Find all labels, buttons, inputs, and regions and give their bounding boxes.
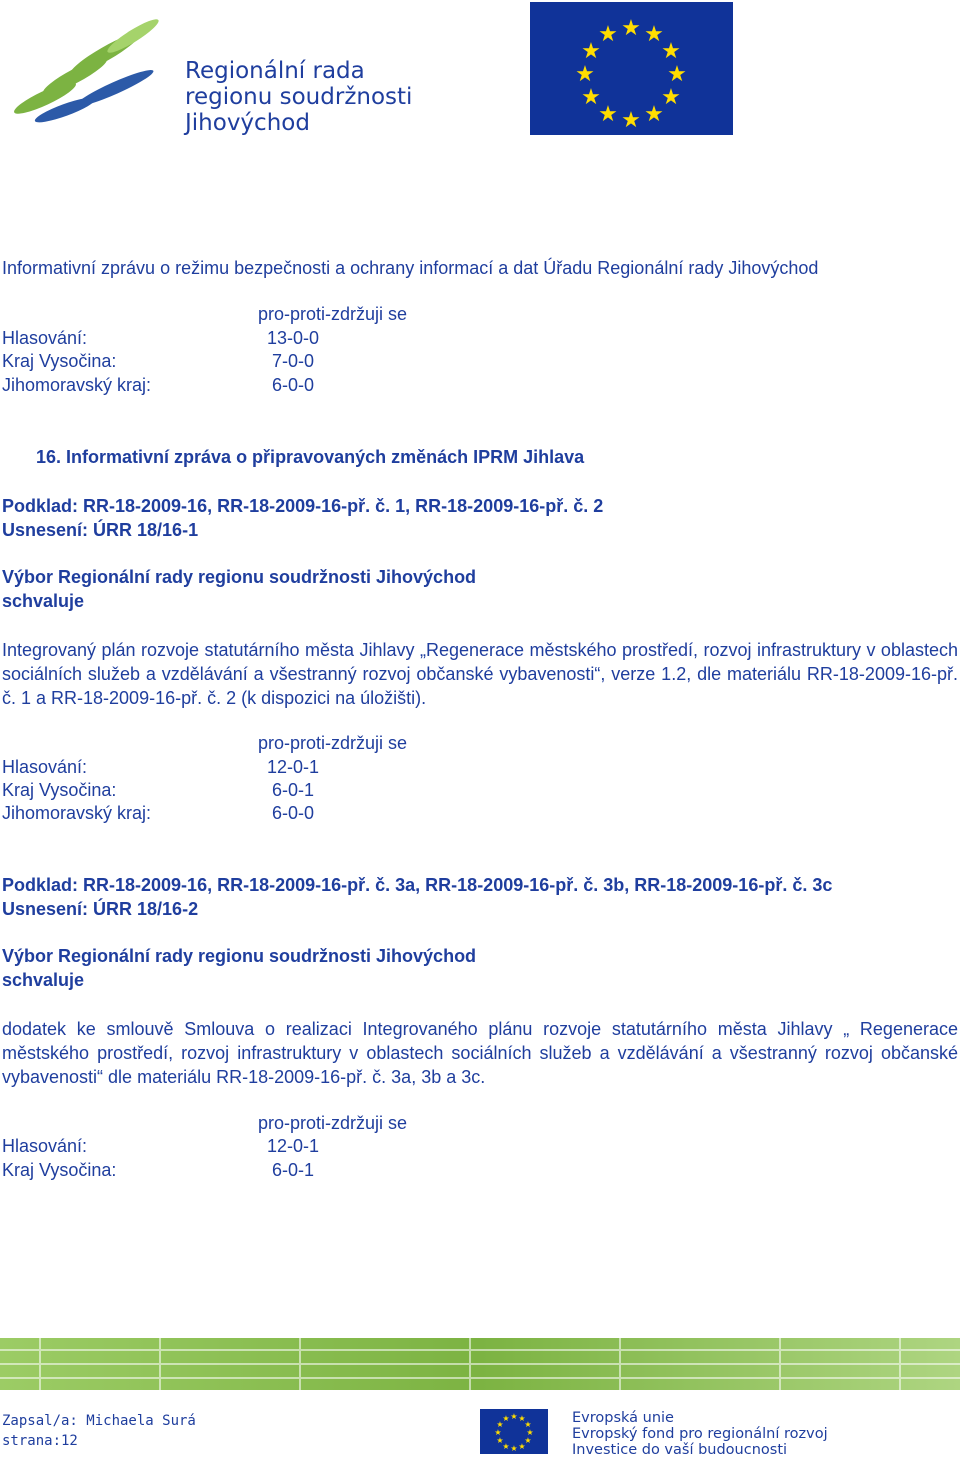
svg-text:★: ★: [598, 22, 618, 47]
vote-label: Hlasování:: [2, 328, 88, 348]
vote-value: 7-0-0: [272, 351, 315, 371]
vote-value: 6-0-1: [272, 1160, 315, 1180]
svg-text:★: ★: [502, 1442, 510, 1451]
vote-label: Jihomoravský kraj:: [2, 375, 152, 395]
podklad-2: Podklad: RR-18-2009-16, RR-18-2009-16-př. č. 3a, RR-18-2009-16-př. č. 3b, RR-18-2009-16-př. č. 3c: [2, 875, 833, 895]
committee-1: Výbor Regionální rady regionu soudržnosti Jihovýchod: [2, 567, 477, 587]
usneseni-2: Usnesení: ÚRR 18/16-2: [2, 899, 199, 919]
resolution-text-1: Integrovaný plán rozvoje statutárního města Jihlavy „Regenerace městského prostředí, rozvoj infrastruktury v oblastech sociálních služeb a vzdělávání a všestranný rozvoj občanské vybavenosti“, verze 1.2, dle materiálu RR-18-2009-16-př. č. 1 a RR-18-2009-16-př. č. 2 (k dispozici na úložišti).: [2, 640, 958, 708]
svg-text:★: ★: [621, 108, 641, 133]
svg-text:★: ★: [644, 22, 664, 47]
svg-text:★: ★: [518, 1442, 526, 1451]
svg-text:★: ★: [598, 102, 618, 127]
svg-text:★: ★: [496, 1436, 504, 1445]
footer-recorder: [2, 1411, 196, 1451]
page-number: strana:12: [2, 1433, 78, 1449]
vote-header: pro-proti-zdržuji se: [258, 304, 408, 324]
eu-flag-small-icon: [480, 1409, 548, 1454]
regional-council-logo: [0, 0, 420, 148]
recorder-name: Zapsal/a: Michaela Surá: [2, 1413, 196, 1429]
section-title: 16. Informativní zpráva o připravovaných změnách IPRM Jihlava: [36, 447, 585, 467]
eu-line-3: Investice do vaší budoucnosti: [572, 1442, 788, 1458]
committee-2: Výbor Regionální rady regionu soudržnosti Jihovýchod: [2, 946, 477, 966]
vote-value: 13-0-0: [267, 328, 320, 348]
eu-line-1: Evropská unie: [572, 1410, 674, 1426]
vote-value: 12-0-1: [267, 1136, 320, 1156]
svg-text:★: ★: [524, 1420, 532, 1429]
vote-header: pro-proti-zdržuji se: [258, 733, 408, 753]
logo-line-2: regionu soudržnosti: [185, 84, 413, 110]
svg-text:★: ★: [667, 62, 687, 87]
vote-value: 6-0-0: [272, 803, 315, 823]
svg-text:★: ★: [581, 85, 601, 110]
eu-line-2: Evropský fond pro regionální rozvoj: [572, 1426, 828, 1442]
svg-text:★: ★: [496, 1420, 504, 1429]
podklad-1: Podklad: RR-18-2009-16, RR-18-2009-16-př. č. 1, RR-18-2009-16-př. č. 2: [2, 496, 604, 516]
svg-text:★: ★: [502, 1414, 510, 1423]
vote-label: Kraj Vysočina:: [2, 1160, 117, 1180]
svg-text:★: ★: [644, 102, 664, 127]
logo-line-1: Regionální rada: [185, 58, 365, 84]
vote-label: Kraj Vysočina:: [2, 780, 117, 800]
svg-text:★: ★: [524, 1436, 532, 1445]
svg-text:★: ★: [581, 39, 601, 64]
vote-value: 6-0-1: [272, 780, 315, 800]
vote-header: pro-proti-zdržuji se: [258, 1113, 408, 1133]
footer-decorative-bar: [0, 1338, 960, 1390]
svg-text:★: ★: [526, 1428, 534, 1437]
vote-label: Hlasování:: [2, 757, 88, 777]
eu-fund-text: [572, 1410, 828, 1458]
svg-text:★: ★: [518, 1414, 526, 1423]
vote-label: Kraj Vysočina:: [2, 351, 117, 371]
usneseni-1: Usnesení: ÚRR 18/16-1: [2, 520, 199, 540]
logo-line-3: Jihovýchod: [185, 110, 310, 136]
svg-text:★: ★: [661, 85, 681, 110]
vote-label: Jihomoravský kraj:: [2, 803, 152, 823]
svg-text:★: ★: [575, 62, 595, 87]
svg-text:★: ★: [621, 16, 641, 41]
vote-value: 12-0-1: [267, 757, 320, 777]
svg-text:★: ★: [510, 1412, 518, 1421]
verb-2: schvaluje: [2, 970, 85, 990]
intro-line: Informativní zprávu o režimu bezpečnosti a ochrany informací a dat Úřadu Regionální rady Jihovýchod: [2, 258, 819, 278]
vote-value: 6-0-0: [272, 375, 315, 395]
svg-text:★: ★: [494, 1428, 502, 1437]
svg-text:★: ★: [510, 1444, 518, 1453]
eu-flag-icon: [530, 2, 733, 135]
vote-label: Hlasování:: [2, 1136, 88, 1156]
svg-text:★: ★: [661, 39, 681, 64]
verb-1: schvaluje: [2, 591, 85, 611]
resolution-text-2: dodatek ke smlouvě Smlouva o realizaci Integrovaného plánu rozvoje statutárního města Jihlavy „ Regenerace městského prostředí, rozvoj infrastruktury v oblastech sociálních služeb a vzdělávání a všestranný rozvoj občanské vybavenosti“ dle materiálu RR-18-2009-16-př. č. 3a, 3b a 3c.: [2, 1019, 958, 1087]
logo-swoosh-icon: [5, 8, 185, 128]
